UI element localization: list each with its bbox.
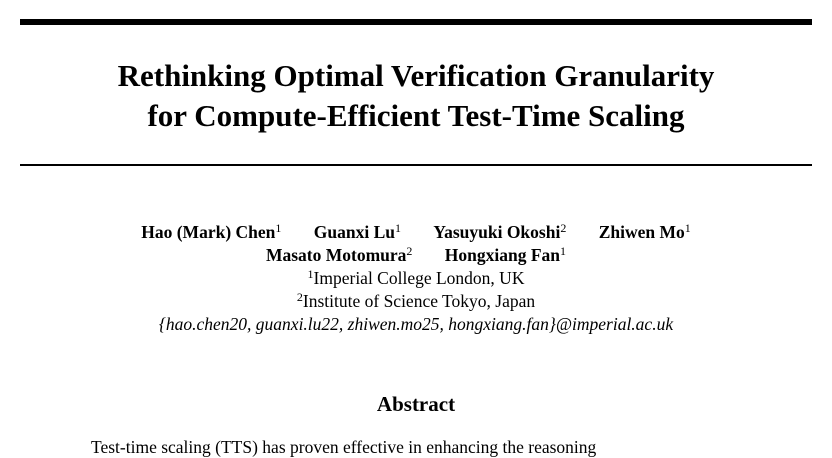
affiliation-1: $^1$Imperial College London, UK bbox=[307, 267, 525, 288]
author-line-1 bbox=[0, 221, 832, 244]
author-line-2 bbox=[0, 244, 832, 267]
author-name: Masato Motomura$^2$ bbox=[265, 244, 413, 265]
author-name: Guanxi Lu$^1$ bbox=[313, 221, 401, 242]
author-name: Zhiwen Mo$^1$ bbox=[598, 221, 691, 242]
author-block bbox=[0, 221, 832, 336]
email-line: {hao.chen20, guanxi.lu22, zhiwen.mo25, hongxiang.fan}@imperial.ac.uk bbox=[158, 314, 674, 334]
author-name: Hongxiang Fan$^1$ bbox=[444, 244, 567, 265]
abstract-first-line: Test-time scaling (TTS) has proven effective in enhancing the reasoning bbox=[91, 437, 597, 457]
top-rule bbox=[20, 19, 812, 25]
title-line-1: Rethinking Optimal Verification Granularity bbox=[117, 58, 715, 93]
author-name: Yasuyuki Okoshi$^2$ bbox=[433, 221, 567, 242]
title-bottom-rule bbox=[20, 164, 812, 166]
paper-title bbox=[0, 56, 832, 136]
abstract-heading: Abstract bbox=[376, 392, 456, 416]
author-name: Hao (Mark) Chen$^1$ bbox=[141, 221, 282, 242]
title-line-2: for Compute-Efficient Test-Time Scaling bbox=[147, 98, 685, 133]
affiliation-2: $^2$Institute of Science Tokyo, Japan bbox=[296, 290, 536, 311]
